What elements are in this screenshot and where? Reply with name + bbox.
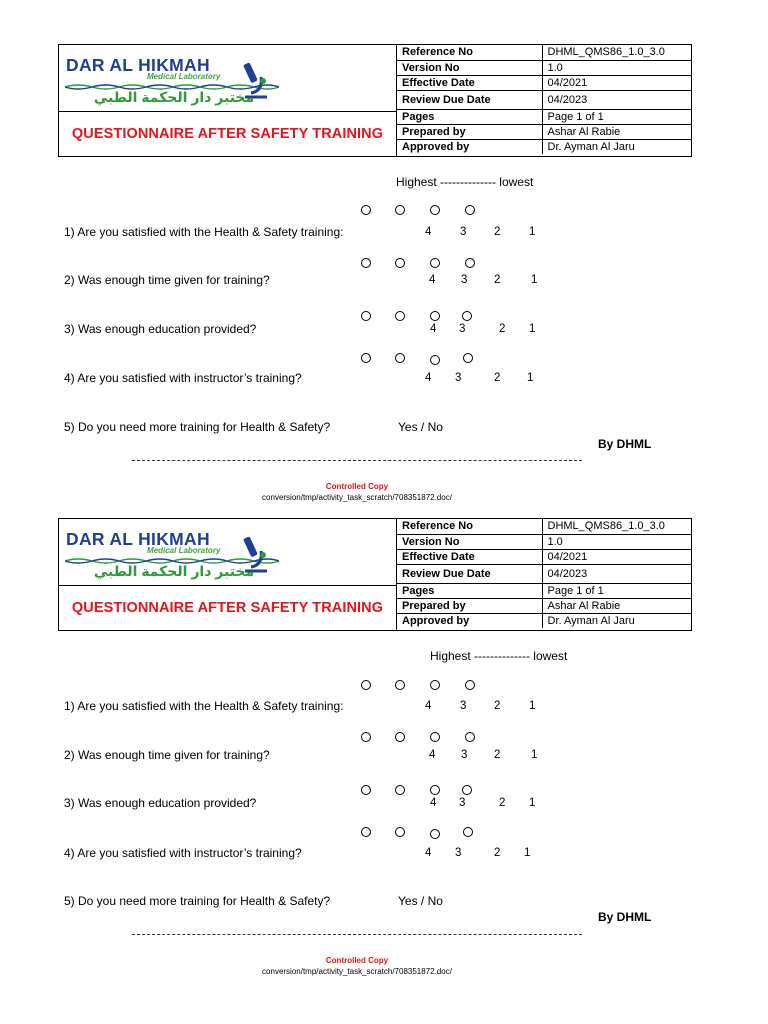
logo-arabic-name: مختبر دار الحكمة الطبي — [93, 89, 255, 105]
rating-number: 1 — [531, 749, 538, 761]
rating-number: 4 — [425, 700, 432, 712]
cut-line-divider — [132, 460, 582, 461]
rating-radio-q3-4[interactable] — [361, 785, 371, 795]
rating-radio-q4-3[interactable] — [395, 827, 405, 837]
rating-radio-q1-4[interactable] — [361, 205, 371, 215]
rating-number: 4 — [429, 749, 436, 761]
rating-number: 2 — [494, 372, 501, 384]
rating-radio-q3-3[interactable] — [395, 785, 405, 795]
meta-value: 04/2023 — [542, 90, 692, 109]
rating-radio-q3-4[interactable] — [361, 311, 371, 321]
rating-number: 1 — [531, 274, 538, 286]
meta-key: Prepared by — [397, 124, 542, 139]
file-path: conversion/tmp/activity_task_scratch/708351872.doc/ — [262, 493, 452, 502]
document-header — [58, 518, 692, 631]
rating-radio-q2-4[interactable] — [361, 732, 371, 742]
rating-number: 4 — [425, 372, 432, 384]
meta-key: Effective Date — [397, 549, 542, 564]
rating-number: 2 — [494, 847, 501, 859]
question-3: 3) Was enough education provided? — [64, 796, 257, 810]
meta-key: Pages — [397, 583, 542, 598]
rating-number: 3 — [455, 372, 462, 384]
meta-key: Version No — [397, 60, 542, 75]
rating-radio-q3-3[interactable] — [395, 311, 405, 321]
signature-label: By DHML — [598, 437, 652, 451]
title-cell — [59, 111, 397, 157]
logo-cell — [59, 45, 397, 112]
meta-row — [397, 583, 692, 598]
meta-value: Ashar Al Rabie — [542, 598, 692, 613]
rating-radio-q4-3[interactable] — [395, 353, 405, 363]
rating-radio-q3-1[interactable] — [462, 785, 472, 795]
rating-number: 1 — [524, 847, 531, 859]
rating-number: 2 — [494, 749, 501, 761]
meta-value: Ashar Al Rabie — [542, 124, 692, 139]
meta-row — [397, 613, 692, 628]
logo-name: DAR AL HIKMAH — [66, 55, 210, 75]
meta-row — [397, 139, 692, 154]
question-2: 2) Was enough time given for training? — [64, 273, 270, 287]
rating-number: 4 — [425, 847, 432, 859]
rating-radio-q3-2[interactable] — [430, 785, 440, 795]
logo-subtitle: Medical Laboratory — [147, 72, 221, 81]
signature-label: By DHML — [598, 910, 652, 924]
meta-value: DHML_QMS86_1.0_3.0 — [542, 519, 692, 534]
document-title: QUESTIONNAIRE AFTER SAFETY TRAINING — [71, 126, 384, 142]
rating-number: 3 — [455, 847, 462, 859]
meta-row — [397, 75, 692, 90]
rating-radio-q4-2[interactable] — [430, 829, 440, 839]
rating-number: 4 — [430, 797, 437, 809]
rating-number: 4 — [430, 323, 437, 335]
document-title: QUESTIONNAIRE AFTER SAFETY TRAINING — [71, 600, 384, 616]
question-4: 4) Are you satisfied with instructor’s training? — [64, 846, 302, 860]
meta-key: Review Due Date — [397, 90, 542, 109]
file-path: conversion/tmp/activity_task_scratch/708351872.doc/ — [262, 967, 452, 976]
document-meta-table — [397, 519, 692, 628]
form-copy-2 — [0, 474, 768, 976]
rating-number: 1 — [529, 797, 536, 809]
rating-number: 4 — [429, 274, 436, 286]
rating-number: 3 — [460, 700, 467, 712]
rating-radio-q1-4[interactable] — [361, 680, 371, 690]
rating-radio-q2-4[interactable] — [361, 258, 371, 268]
meta-row — [397, 90, 692, 109]
meta-key: Reference No — [397, 519, 542, 534]
meta-value: 04/2021 — [542, 549, 692, 564]
document-meta-table — [397, 45, 692, 154]
yes-no-option[interactable]: Yes / No — [398, 420, 443, 434]
rating-radio-q2-2[interactable] — [430, 258, 440, 268]
rating-number: 2 — [499, 797, 506, 809]
rating-number: 4 — [425, 226, 432, 238]
controlled-copy-stamp: Controlled Copy — [325, 482, 389, 491]
meta-row — [397, 534, 692, 549]
rating-radio-q1-1[interactable] — [465, 205, 475, 215]
meta-value: DHML_QMS86_1.0_3.0 — [542, 45, 692, 60]
rating-number: 2 — [494, 700, 501, 712]
rating-radio-q1-2[interactable] — [430, 205, 440, 215]
meta-row — [397, 549, 692, 564]
meta-key: Prepared by — [397, 598, 542, 613]
meta-row — [397, 598, 692, 613]
yes-no-option[interactable]: Yes / No — [398, 894, 443, 908]
rating-number: 2 — [494, 274, 501, 286]
meta-row — [397, 45, 692, 60]
meta-value: 04/2023 — [542, 564, 692, 583]
rating-number: 3 — [461, 749, 468, 761]
meta-row — [397, 109, 692, 124]
rating-radio-q2-3[interactable] — [395, 732, 405, 742]
meta-row — [397, 564, 692, 583]
meta-value: 1.0 — [542, 534, 692, 549]
rating-radio-q1-3[interactable] — [395, 680, 405, 690]
rating-radio-q2-3[interactable] — [395, 258, 405, 268]
rating-radio-q4-1[interactable] — [463, 353, 473, 363]
question-4: 4) Are you satisfied with instructor’s training? — [64, 371, 302, 385]
rating-number: 2 — [499, 323, 506, 335]
meta-key: Version No — [397, 534, 542, 549]
question-5: 5) Do you need more training for Health & Safety? — [64, 894, 331, 908]
rating-number: 1 — [529, 700, 536, 712]
meta-key: Reference No — [397, 45, 542, 60]
meta-value: Page 1 of 1 — [542, 583, 692, 598]
rating-radio-q3-1[interactable] — [462, 311, 472, 321]
rating-radio-q2-1[interactable] — [465, 258, 475, 268]
rating-radio-q4-2[interactable] — [430, 355, 440, 365]
rating-radio-q2-1[interactable] — [465, 732, 475, 742]
rating-radio-q3-2[interactable] — [430, 311, 440, 321]
meta-key: Approved by — [397, 613, 542, 628]
meta-value: Dr. Ayman Al Jaru — [542, 613, 692, 628]
meta-value: Page 1 of 1 — [542, 109, 692, 124]
meta-value: 04/2021 — [542, 75, 692, 90]
rating-scale-label: Highest -------------- lowest — [430, 649, 568, 663]
document-header — [58, 44, 692, 157]
question-2: 2) Was enough time given for training? — [64, 748, 270, 762]
logo-cell — [59, 519, 397, 586]
question-5: 5) Do you need more training for Health & Safety? — [64, 420, 331, 434]
rating-radio-q4-4[interactable] — [361, 827, 371, 837]
rating-radio-q2-2[interactable] — [430, 732, 440, 742]
form-copy-1 — [0, 0, 768, 502]
meta-row — [397, 60, 692, 75]
cut-line-divider — [132, 934, 582, 935]
logo-name: DAR AL HIKMAH — [66, 529, 210, 549]
rating-number: 3 — [461, 274, 468, 286]
rating-scale-label: Highest -------------- lowest — [396, 175, 534, 189]
rating-radio-q1-1[interactable] — [465, 680, 475, 690]
rating-radio-q1-2[interactable] — [430, 680, 440, 690]
rating-radio-q1-3[interactable] — [395, 205, 405, 215]
controlled-copy-stamp: Controlled Copy — [325, 956, 389, 965]
question-1: 1) Are you satisfied with the Health & Safety training: — [64, 699, 344, 713]
title-cell — [59, 585, 397, 631]
meta-key: Approved by — [397, 139, 542, 154]
logo-arabic-name: مختبر دار الحكمة الطبي — [93, 563, 255, 579]
meta-key: Pages — [397, 109, 542, 124]
meta-key: Review Due Date — [397, 564, 542, 583]
rating-number: 2 — [494, 226, 501, 238]
question-3: 3) Was enough education provided? — [64, 322, 257, 336]
rating-number: 1 — [529, 226, 536, 238]
meta-key: Effective Date — [397, 75, 542, 90]
rating-number: 3 — [459, 797, 466, 809]
meta-row — [397, 124, 692, 139]
rating-radio-q4-4[interactable] — [361, 353, 371, 363]
meta-row — [397, 519, 692, 534]
rating-radio-q4-1[interactable] — [463, 827, 473, 837]
rating-number: 3 — [460, 226, 467, 238]
rating-number: 1 — [529, 323, 536, 335]
rating-number: 1 — [527, 372, 534, 384]
rating-number: 3 — [459, 323, 466, 335]
question-1: 1) Are you satisfied with the Health & Safety training: — [64, 225, 344, 239]
meta-value: 1.0 — [542, 60, 692, 75]
meta-value: Dr. Ayman Al Jaru — [542, 139, 692, 154]
logo-subtitle: Medical Laboratory — [147, 546, 221, 555]
